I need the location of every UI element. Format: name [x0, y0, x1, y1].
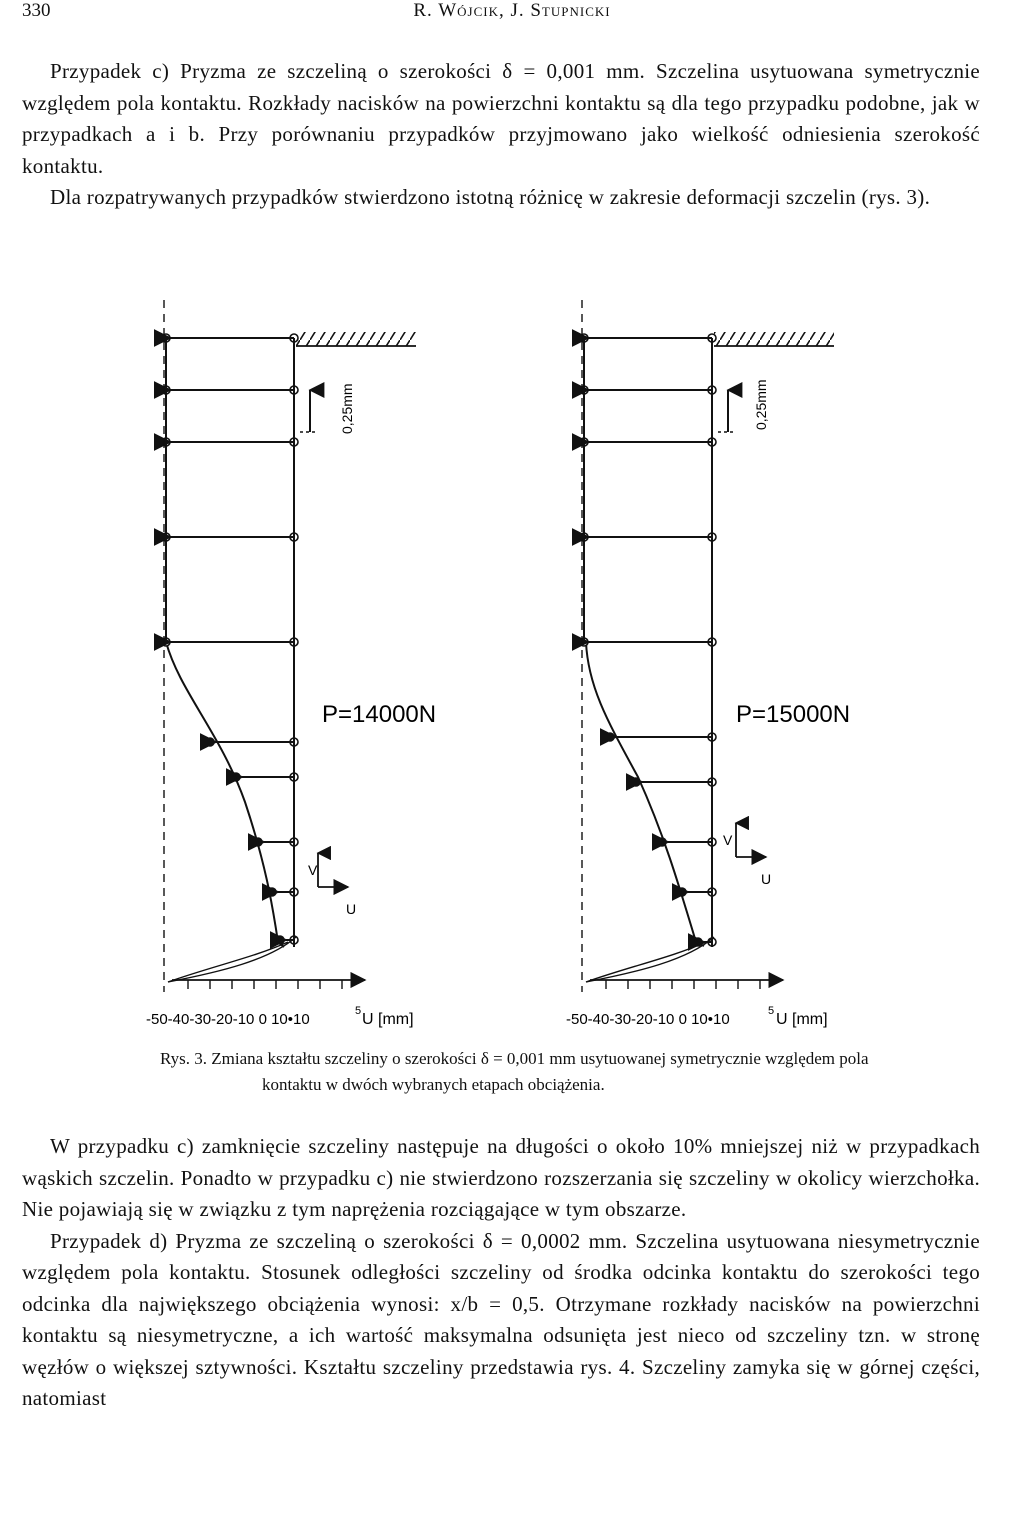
- axis-exponent: 5: [355, 1005, 362, 1017]
- axis-tick-labels: -50-40-30-20-10 0 10•10: [146, 1011, 310, 1028]
- running-head: R. Wójcik, J. Stupnicki: [413, 0, 611, 21]
- paragraph: Przypadek d) Pryzma ze szczeliną o szerokości δ = 0,0002 mm. Szczelina usytuowana niesymetrycznie względem pola kontaktu. Stosunek odległości szczeliny od środka odcinka kontaktu do szerokości tego odcinka dla największego obciążenia wynosi: x/b = 0,5. Otrzymane rozkłady nacisków na powierzchni kontaktu są niesymetryczne, a ich wartość maksymalna odsunięta jest nieco od szczeliny tzn. w stronę węzłów o większej sztywności. Kształtu szczeliny przedstawia rys. 4. Szczeliny zamyka się w górnej części, natomiast: [22, 1228, 980, 1410]
- v-label: V: [308, 862, 318, 878]
- axis-unit: U [mm]: [362, 1011, 414, 1028]
- hatched-boundary: [714, 332, 834, 346]
- node: [206, 738, 214, 746]
- panel-left: [146, 300, 436, 1028]
- scale-label: 0,25mm: [339, 383, 355, 434]
- load-label: P=15000N: [736, 701, 851, 728]
- body-text-top: [22, 56, 980, 214]
- figure-caption: [160, 1046, 980, 1098]
- paragraph: Dla rozpatrywanych przypadków stwierdzono istotną różnicę w zakresie deformacji szczelin (rys. 3).: [50, 185, 931, 209]
- paragraph: W przypadku c) zamknięcie szczeliny następuje na długości o około 10% mniejszej niż w przypadkach wąskich szczelin. Ponadto w przypadku c) nie stwierdzono rozszerzania się szczeliny w okolicy wierzchołka. Nie pojawiają się w związku z tym naprężenia rozciągające w tym obszarze.: [22, 1134, 980, 1221]
- page-header: [0, 0, 1024, 28]
- axis-unit: U [mm]: [776, 1011, 828, 1028]
- paragraph: Przypadek c) Pryzma ze szczeliną o szerokości δ = 0,001 mm. Szczelina usytuowana symetrycznie względem pola kontaktu. Rozkłady nacisków na powierzchni kontaktu są dla tego przypadku podobne, jak w przypadkach a i b. Przy porównaniu przypadków przyjmowano jako wielkość odniesienia szerokość kontaktu.: [22, 59, 980, 178]
- node: [606, 733, 614, 741]
- panel-right: [566, 300, 850, 1028]
- caption-line-1: Rys. 3. Zmiana kształtu szczeliny o szerokości δ = 0,001 mm usytuowanej symetrycznie względem pola: [160, 1049, 869, 1068]
- u-label: U: [346, 901, 357, 917]
- u-label: U: [761, 871, 772, 887]
- closure-curve: [586, 942, 706, 982]
- deformed-gap-face: [586, 642, 704, 946]
- gap-deformation-diagram: [0, 292, 1024, 1032]
- deformed-gap-face: [166, 642, 284, 947]
- axis-exponent: 5: [768, 1005, 775, 1017]
- figure-3: [0, 292, 1024, 1032]
- page-number: 330: [22, 0, 51, 21]
- closure-curve: [168, 942, 288, 982]
- load-label: P=14000N: [322, 701, 437, 728]
- v-label: V: [723, 832, 733, 848]
- body-text-bottom: [22, 1131, 980, 1415]
- hatched-boundary: [296, 332, 416, 346]
- scale-label: 0,25mm: [753, 379, 769, 430]
- axis-tick-labels: -50-40-30-20-10 0 10•10: [566, 1011, 730, 1028]
- caption-line-2: kontaktu w dwóch wybranych etapach obciążenia.: [262, 1075, 605, 1094]
